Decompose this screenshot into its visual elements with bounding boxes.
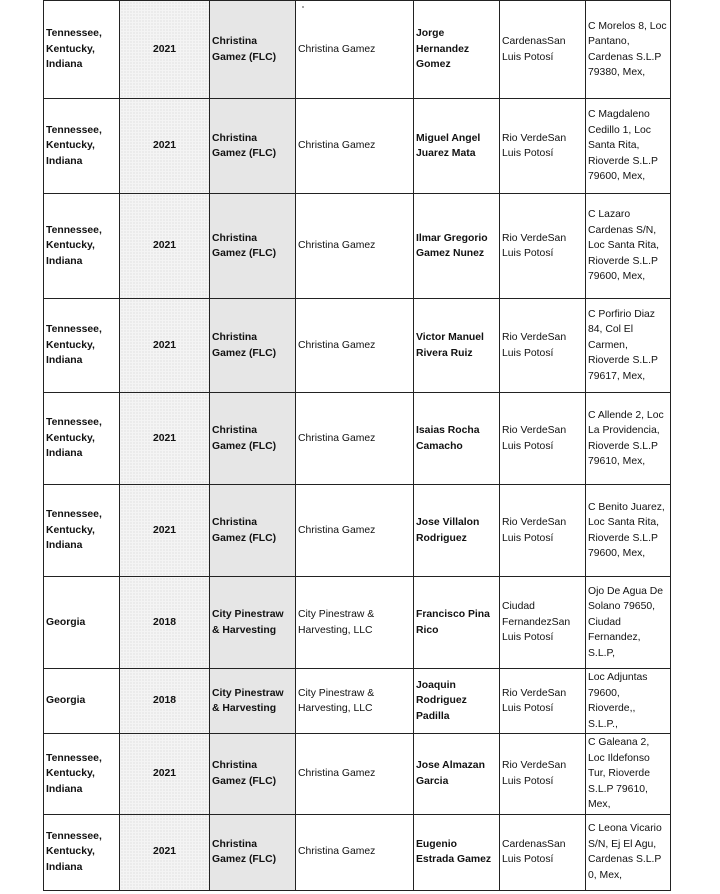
document-sheet: [43, 0, 670, 891]
table-row: [44, 814, 671, 890]
worker-name-cell: Jose Villalon Rodriguez: [414, 485, 500, 577]
employer-cell: Christina Gamez (FLC): [210, 485, 296, 577]
year-cell: 2021: [120, 485, 210, 577]
address-cell: Ojo De Agua De Solano 79650, Ciudad Fernandez, S.L.P,: [586, 577, 671, 669]
state-cell: Tennessee, Kentucky, Indiana: [44, 99, 120, 194]
employer-name-cell: Christina Gamez: [296, 485, 414, 577]
employer-cell: Christina Gamez (FLC): [210, 299, 296, 393]
year-cell: 2021: [120, 1, 210, 99]
city-cell: Rio VerdeSan Luis Potosí: [500, 485, 586, 577]
address-cell: Loc Adjuntas 79600, Rioverde,, S.L.P.,: [586, 669, 671, 734]
employer-name-cell: Christina Gamez: [296, 814, 414, 890]
year-cell: 2021: [120, 393, 210, 485]
city-cell: Rio VerdeSan Luis Potosí: [500, 734, 586, 815]
worker-name-cell: Eugenio Estrada Gamez: [414, 814, 500, 890]
table-row: [44, 194, 671, 299]
worker-name-cell: Isaias Rocha Camacho: [414, 393, 500, 485]
year-cell: 2018: [120, 577, 210, 669]
city-cell: CardenasSan Luis Potosí: [500, 814, 586, 890]
state-cell: Tennessee, Kentucky, Indiana: [44, 485, 120, 577]
worker-name-cell: Joaquin Rodriguez Padilla: [414, 669, 500, 734]
year-cell: 2021: [120, 734, 210, 815]
table-row: [44, 485, 671, 577]
employer-cell: Christina Gamez (FLC): [210, 99, 296, 194]
table-row: [44, 99, 671, 194]
employer-name-cell: City Pinestraw & Harvesting, LLC: [296, 669, 414, 734]
state-cell: Tennessee, Kentucky, Indiana: [44, 734, 120, 815]
employer-cell: Christina Gamez (FLC): [210, 814, 296, 890]
employer-cell: Christina Gamez (FLC): [210, 194, 296, 299]
address-cell: C Benito Juarez, Loc Santa Rita, Rioverde S.L.P 79600, Mex,: [586, 485, 671, 577]
worker-name-cell: Francisco Pina Rico: [414, 577, 500, 669]
table-body: [44, 1, 671, 891]
table-row: [44, 299, 671, 393]
table-row: [44, 669, 671, 734]
worker-name-cell: Jose Almazan Garcia: [414, 734, 500, 815]
address-cell: C Leona Vicario S/N, Ej El Agu, Cardenas S.L.P 0, Mex,: [586, 814, 671, 890]
city-cell: Rio VerdeSan Luis Potosí: [500, 393, 586, 485]
city-cell: CardenasSan Luis Potosí: [500, 1, 586, 99]
worker-name-cell: Ilmar Gregorio Gamez Nunez: [414, 194, 500, 299]
employer-name-cell: Christina Gamez: [296, 299, 414, 393]
worker-name-cell: Miguel Angel Juarez Mata: [414, 99, 500, 194]
city-cell: Rio VerdeSan Luis Potosí: [500, 299, 586, 393]
employer-name-cell: Christina Gamez: [296, 194, 414, 299]
state-cell: Georgia: [44, 577, 120, 669]
worker-name-cell: Jorge Hernandez Gomez: [414, 1, 500, 99]
state-cell: Georgia: [44, 669, 120, 734]
employer-name-cell: Christina Gamez: [296, 1, 414, 99]
worker-table: [43, 0, 671, 891]
address-cell: C Magdaleno Cedillo 1, Loc Santa Rita, Rioverde S.L.P 79600, Mex,: [586, 99, 671, 194]
year-cell: 2018: [120, 669, 210, 734]
employer-name-cell: Christina Gamez: [296, 99, 414, 194]
address-cell: C Porfirio Diaz 84, Col El Carmen, Rioverde S.L.P 79617, Mex,: [586, 299, 671, 393]
table-row: [44, 1, 671, 99]
employer-cell: City Pinestraw & Harvesting: [210, 669, 296, 734]
address-cell: C Lazaro Cardenas S/N, Loc Santa Rita, Rioverde S.L.P 79600, Mex,: [586, 194, 671, 299]
employer-cell: Christina Gamez (FLC): [210, 1, 296, 99]
state-cell: Tennessee, Kentucky, Indiana: [44, 1, 120, 99]
worker-name-cell: Victor Manuel Rivera Ruiz: [414, 299, 500, 393]
employer-cell: City Pinestraw & Harvesting: [210, 577, 296, 669]
year-cell: 2021: [120, 299, 210, 393]
state-cell: Tennessee, Kentucky, Indiana: [44, 299, 120, 393]
year-cell: 2021: [120, 99, 210, 194]
employer-name-cell: Christina Gamez: [296, 734, 414, 815]
year-cell: 2021: [120, 194, 210, 299]
city-cell: Rio VerdeSan Luis Potosí: [500, 99, 586, 194]
employer-name-cell: City Pinestraw & Harvesting, LLC: [296, 577, 414, 669]
state-cell: Tennessee, Kentucky, Indiana: [44, 393, 120, 485]
year-cell: 2021: [120, 814, 210, 890]
address-cell: C Galeana 2, Loc Ildefonso Tur, Rioverde S.L.P 79610, Mex,: [586, 734, 671, 815]
city-cell: Rio VerdeSan Luis Potosí: [500, 194, 586, 299]
employer-cell: Christina Gamez (FLC): [210, 734, 296, 815]
employer-name-cell: Christina Gamez: [296, 393, 414, 485]
table-row: [44, 577, 671, 669]
address-cell: C Allende 2, Loc La Providencia, Rioverde S.L.P 79610, Mex,: [586, 393, 671, 485]
city-cell: Ciudad FernandezSan Luis Potosí: [500, 577, 586, 669]
employer-cell: Christina Gamez (FLC): [210, 393, 296, 485]
state-cell: Tennessee, Kentucky, Indiana: [44, 194, 120, 299]
table-row: [44, 393, 671, 485]
state-cell: Tennessee, Kentucky, Indiana: [44, 814, 120, 890]
table-row: [44, 734, 671, 815]
address-cell: C Morelos 8, Loc Pantano, Cardenas S.L.P 79380, Mex,: [586, 1, 671, 99]
city-cell: Rio VerdeSan Luis Potosí: [500, 669, 586, 734]
